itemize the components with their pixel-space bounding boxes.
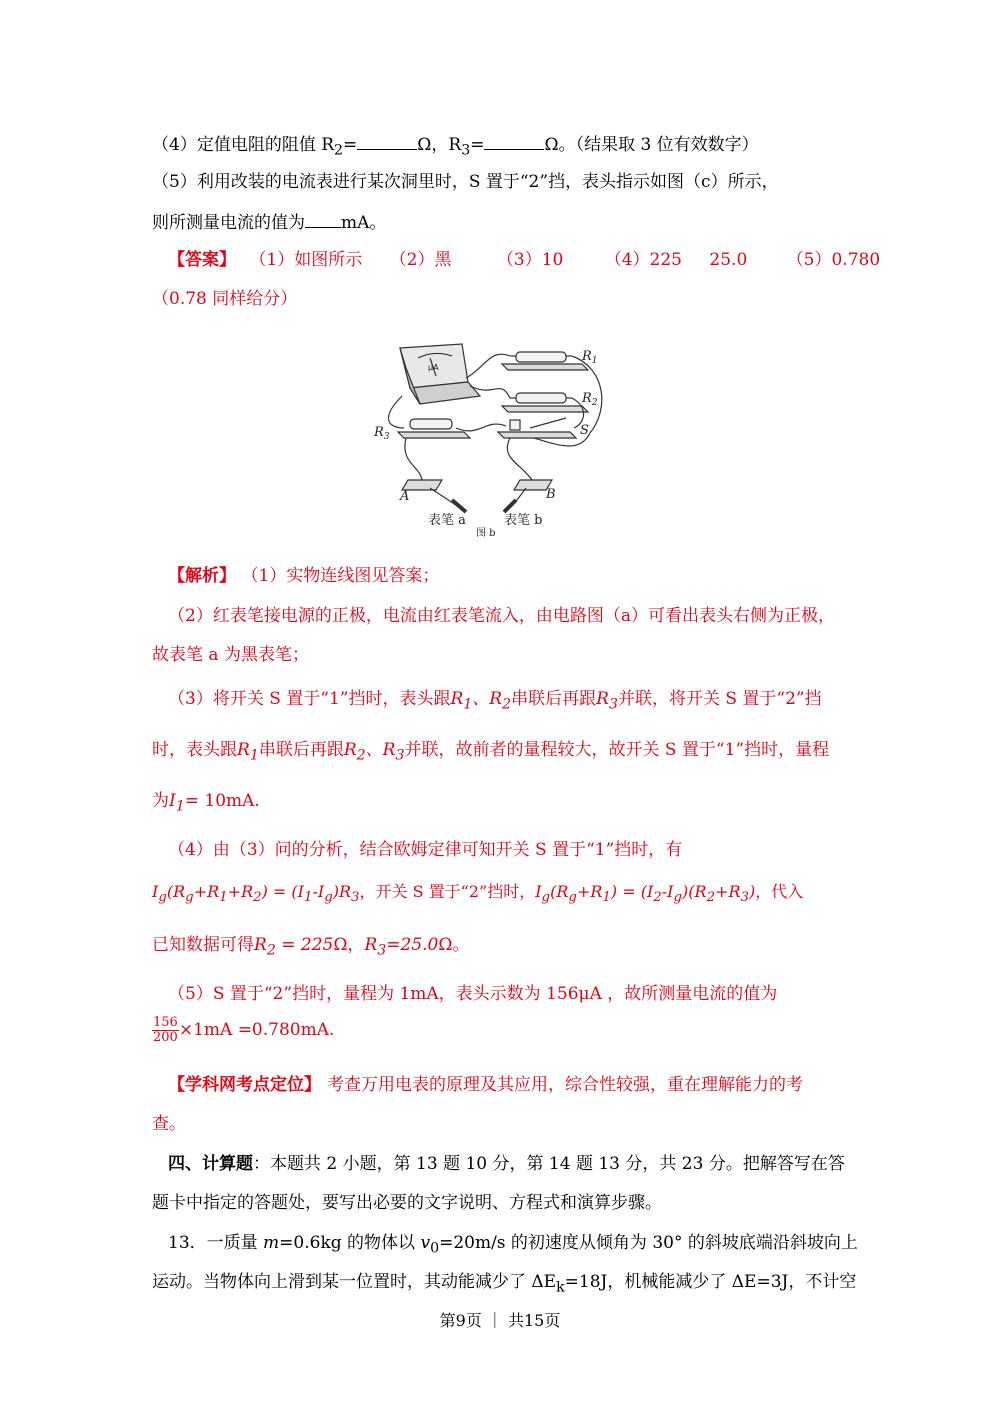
answer-line2: （0.78 同样给分） bbox=[152, 289, 298, 309]
math-symbol: ) = (I bbox=[261, 882, 304, 901]
math-symbol: -I bbox=[312, 882, 325, 901]
analysis-text: 串联后再跟 bbox=[258, 740, 344, 760]
question-4 bbox=[152, 131, 852, 162]
math-symbol: 、R bbox=[472, 689, 503, 709]
analysis-text: （3）将开关 S 置于“1”挡时，表头跟 bbox=[168, 689, 451, 709]
label-pen-b: 表笔 b bbox=[504, 513, 543, 528]
math-sub: 3 bbox=[377, 942, 387, 959]
answer-item: 25.0 bbox=[709, 250, 748, 270]
fraction bbox=[152, 1016, 179, 1045]
fraction-denominator: 200 bbox=[153, 1030, 178, 1045]
math-symbol: =25.0 bbox=[386, 935, 439, 955]
answer-item: （2）黑 bbox=[389, 250, 452, 270]
figure-caption: 图 b bbox=[476, 528, 496, 538]
analysis-p3a bbox=[168, 687, 868, 716]
math-sub: 1 bbox=[249, 747, 259, 764]
q13-text: =18J，机械能减少了 ΔE=3J，不计空 bbox=[564, 1272, 857, 1292]
q13-text: =0.6kg 的物体以 bbox=[279, 1233, 421, 1253]
math-symbol: R bbox=[596, 689, 609, 709]
analysis-text: 为 bbox=[152, 791, 169, 811]
math-symbol: )(R bbox=[682, 882, 707, 901]
math-symbol: (R bbox=[166, 882, 186, 901]
q4-text: Ω。（结果取 3 位有效数字） bbox=[544, 135, 759, 155]
analysis-text: Ω， bbox=[333, 935, 365, 955]
math-symbol: (R bbox=[550, 882, 569, 901]
math-sub: g bbox=[568, 890, 577, 906]
math-sub: 2 bbox=[253, 890, 262, 906]
math-symbol: R bbox=[450, 689, 464, 709]
q4-text: = bbox=[470, 135, 485, 155]
analysis-text: Ω。 bbox=[438, 935, 470, 955]
q13-text: =20m/s 的初速度从倾角为 30° 的斜坡底端沿斜坡向上 bbox=[439, 1233, 858, 1253]
r2-board bbox=[502, 406, 588, 412]
math-symbol: I bbox=[152, 882, 159, 901]
math-sub: 2 bbox=[653, 890, 662, 906]
analysis-p4b bbox=[152, 880, 852, 910]
answer-blank[interactable] bbox=[484, 131, 544, 150]
section-4-line2: 题卡中指定的答题处，要写出必要的文字说明、方程式和演算步骤。 bbox=[152, 1193, 662, 1213]
math-sub: 1 bbox=[175, 798, 185, 815]
math-symbol: ) = (I bbox=[610, 882, 654, 901]
math-sub: g bbox=[541, 890, 551, 906]
math-symbol: R bbox=[364, 935, 378, 955]
question-13-line2 bbox=[152, 1270, 857, 1299]
kaodian-tag: 【学科网考点定位】 bbox=[168, 1075, 321, 1095]
q13-symbol: v bbox=[420, 1233, 431, 1253]
math-symbol: I bbox=[169, 791, 176, 811]
answer-item: （5）0.780 bbox=[786, 250, 881, 270]
q13-sub: 0 bbox=[430, 1240, 440, 1257]
q4-sub: 3 bbox=[461, 142, 471, 159]
analysis-text: （1）实物连线图见答案； bbox=[250, 566, 440, 586]
math-sub: 2 bbox=[266, 942, 276, 959]
math-symbol: R bbox=[343, 740, 357, 760]
q13-symbol: m bbox=[263, 1233, 280, 1253]
math-sub: g bbox=[673, 890, 683, 906]
q13-sub: k bbox=[556, 1279, 565, 1296]
switch-lever bbox=[530, 418, 566, 428]
answer-item: （1）如图所示 bbox=[249, 250, 363, 270]
analysis-p4a: （4）由（3）问的分析，结合欧姆定律可知开关 S 置于“1”挡时，有 bbox=[168, 840, 683, 860]
analysis-p3b bbox=[152, 738, 852, 767]
label-r1-sub: 1 bbox=[591, 356, 598, 366]
label-r3: R bbox=[374, 425, 384, 440]
label-r3-sub: 3 bbox=[383, 432, 390, 442]
q13-text: 13．一质量 bbox=[168, 1233, 264, 1253]
analysis-text: ×1mA =0.780mA. bbox=[178, 1020, 335, 1040]
math-symbol: )R bbox=[332, 882, 352, 901]
answer-item: （3）10 bbox=[496, 250, 564, 270]
label-s: S bbox=[580, 423, 589, 438]
question-13-line1 bbox=[168, 1231, 868, 1260]
answer-item: （4）225 bbox=[604, 250, 682, 270]
math-symbol: R bbox=[254, 935, 267, 955]
analysis-p2b: 故表笔 a 为黑表笔； bbox=[152, 645, 309, 665]
analysis-text: 并联，将开关 S 置于“2”挡 bbox=[617, 689, 822, 709]
analysis-p5a: （5）S 置于“2”挡时，量程为 1mA，表头示数为 156μA ，故所测量电流的值为 bbox=[168, 984, 778, 1004]
math-symbol: R bbox=[237, 740, 250, 760]
section-4-line1 bbox=[168, 1152, 868, 1176]
svg-text:R1 bbox=[581, 349, 598, 366]
math-sub: 3 bbox=[395, 747, 405, 764]
analysis-text: ，开关 S 置于“2”挡时， bbox=[359, 882, 536, 901]
analysis-p4c bbox=[152, 933, 852, 962]
math-symbol: 、R bbox=[365, 740, 396, 760]
circuit-diagram bbox=[370, 338, 626, 538]
q4-sub: 2 bbox=[334, 142, 344, 159]
q13-text: 运动。当物体向上滑到某一位置时，其动能减少了 ΔE bbox=[152, 1272, 557, 1292]
analysis-tag: 【解析】 bbox=[168, 566, 236, 586]
analysis-p3c bbox=[152, 789, 852, 818]
math-sub: 3 bbox=[351, 890, 360, 906]
math-sub: 3 bbox=[740, 890, 749, 906]
answer-line bbox=[168, 248, 881, 272]
question-5-line1: （5）利用改装的电流表进行某次洞里时，S 置于“2”挡，表头指示如图（c）所示， bbox=[152, 172, 779, 192]
fraction-numerator: 156 bbox=[153, 1015, 178, 1030]
math-symbol: ) bbox=[748, 882, 756, 901]
kaodian-line2: 查。 bbox=[152, 1114, 186, 1134]
analysis-text: = 10mA. bbox=[184, 791, 260, 811]
label-r2: R bbox=[582, 391, 592, 406]
analysis-text: 串联后再跟 bbox=[511, 689, 597, 709]
analysis-text: ，代入 bbox=[755, 882, 804, 901]
r2-resistor bbox=[516, 393, 566, 403]
math-sub: 2 bbox=[356, 747, 366, 764]
math-symbol: +R bbox=[576, 882, 603, 901]
math-sub: 1 bbox=[219, 890, 228, 906]
answer-blank[interactable] bbox=[305, 209, 341, 228]
r3-resistor bbox=[410, 419, 452, 429]
q5-text: 则所测量电流的值为 bbox=[152, 213, 305, 233]
math-sub: g bbox=[324, 890, 333, 906]
page-footer: 第9页 ｜ 共15页 bbox=[439, 1311, 561, 1330]
math-symbol: +R bbox=[715, 882, 741, 901]
kaodian-text: 考查万用电表的原理及其应用，综合性较强，重在理解能力的考 bbox=[327, 1075, 803, 1095]
q4-text: = bbox=[343, 135, 358, 155]
kaodian-line1 bbox=[168, 1073, 868, 1097]
label-b: B bbox=[546, 487, 556, 502]
r1-resistor bbox=[516, 352, 566, 362]
math-sub: g bbox=[185, 890, 194, 906]
analysis-text: 时，表头跟 bbox=[152, 740, 237, 760]
analysis-text: 已知数据可得 bbox=[152, 935, 254, 955]
label-pen-a: 表笔 a bbox=[428, 513, 466, 528]
math-symbol: +R bbox=[193, 882, 220, 901]
section-text: ：本题共 2 小题，第 13 题 10 分，第 14 题 13 分，共 23 分。把解答写在答 bbox=[253, 1154, 845, 1174]
section-heading: 四、计算题 bbox=[168, 1154, 253, 1174]
q4-text: （4）定值电阻的阻值 R bbox=[152, 135, 335, 155]
svg-text:R3 bbox=[373, 425, 390, 442]
label-r1: R bbox=[582, 349, 592, 364]
r3-board bbox=[398, 432, 470, 438]
answer-tag: 【答案】 bbox=[168, 250, 236, 270]
math-sub: 1 bbox=[463, 696, 473, 713]
math-sub: 1 bbox=[303, 890, 313, 906]
analysis-p5b bbox=[152, 1016, 852, 1064]
circuit-figure bbox=[370, 338, 626, 538]
math-sub: 3 bbox=[608, 696, 618, 713]
label-a: A bbox=[400, 489, 410, 504]
math-sub: 2 bbox=[502, 696, 512, 713]
math-symbol: I bbox=[535, 882, 542, 901]
switch-board bbox=[498, 432, 576, 438]
math-symbol: -I bbox=[661, 882, 674, 901]
math-sub: g bbox=[158, 890, 167, 906]
r1-board bbox=[502, 364, 588, 370]
analysis-p2a: （2）红表笔接电源的正极，电流由红表笔流入，由电路图（a）可看出表头右侧为正极， bbox=[168, 606, 835, 626]
analysis-line1 bbox=[168, 564, 868, 588]
math-sub: 2 bbox=[706, 890, 716, 906]
math-sub: 1 bbox=[602, 890, 611, 906]
answer-blank[interactable] bbox=[357, 131, 417, 150]
q5-text: mA。 bbox=[341, 213, 387, 233]
analysis-text: 并联，故前者的量程较大，故开关 S 置于“1”挡时，量程 bbox=[404, 740, 830, 760]
math-symbol: = 225 bbox=[275, 935, 334, 955]
svg-text:R2 bbox=[581, 391, 598, 408]
label-microampere: μA bbox=[428, 363, 439, 372]
math-symbol: +R bbox=[227, 882, 254, 901]
q4-text: Ω，R bbox=[417, 135, 462, 155]
question-5-line2 bbox=[152, 209, 852, 235]
label-r2-sub: 2 bbox=[591, 398, 598, 408]
